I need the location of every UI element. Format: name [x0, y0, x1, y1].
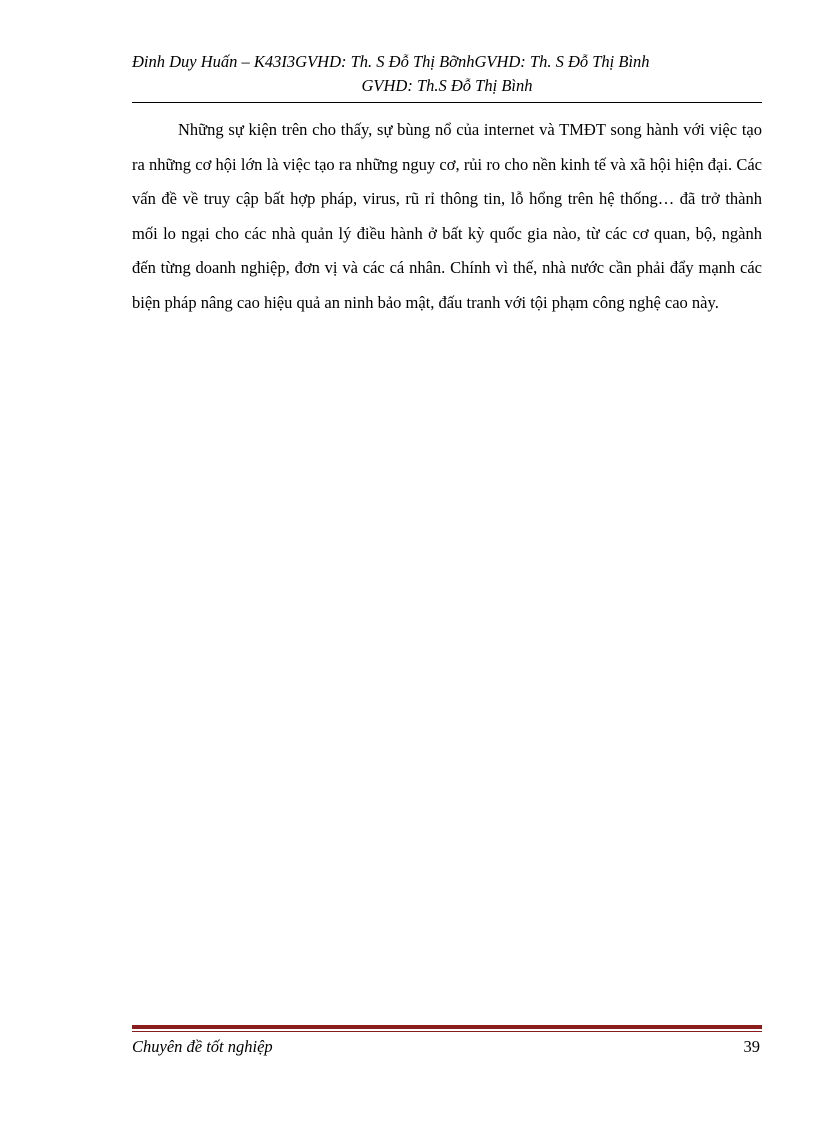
page-header	[132, 50, 762, 98]
footer-divider-thick	[132, 1025, 762, 1029]
header-advisor-line: GVHD: Th.S Đỗ Thị Bình	[361, 76, 533, 95]
footer-page-number: 39	[743, 1037, 760, 1056]
body-paragraph: Những sự kiện trên cho thấy, sự bùng nổ của internet và TMĐT song hành với việc tạo ra những cơ hội lớn là việc tạo ra những nguy cơ, rủi ro cho nền kinh tế và xã hội hiện đại. Các vấn đề về truy cập bất hợp pháp, virus, rũ rỉ thông tin, lỗ hổng trên hệ thống… đã trở thành mối lo ngại cho các nhà quản lý điều hành ở bất kỳ quốc gia nào, từ các cơ quan, bộ, ngành đến từng doanh nghiệp, đơn vị và các cá nhân. Chính vì thế, nhà nước cần phải đẩy mạnh các biện pháp nâng cao hiệu quả an ninh bảo mật, đấu tranh với tội phạm công nghệ cao này.	[132, 120, 762, 312]
footer-divider-thin	[132, 1031, 762, 1032]
header-author-line: Đinh Duy Huấn – K43I3GVHD: Th. S Đỗ Thị BỡnhGVHD: Th. S Đỗ Thị Bình	[132, 52, 650, 71]
header-divider	[132, 102, 762, 103]
footer-document-title: Chuyên đề tốt nghiệp	[132, 1037, 273, 1056]
